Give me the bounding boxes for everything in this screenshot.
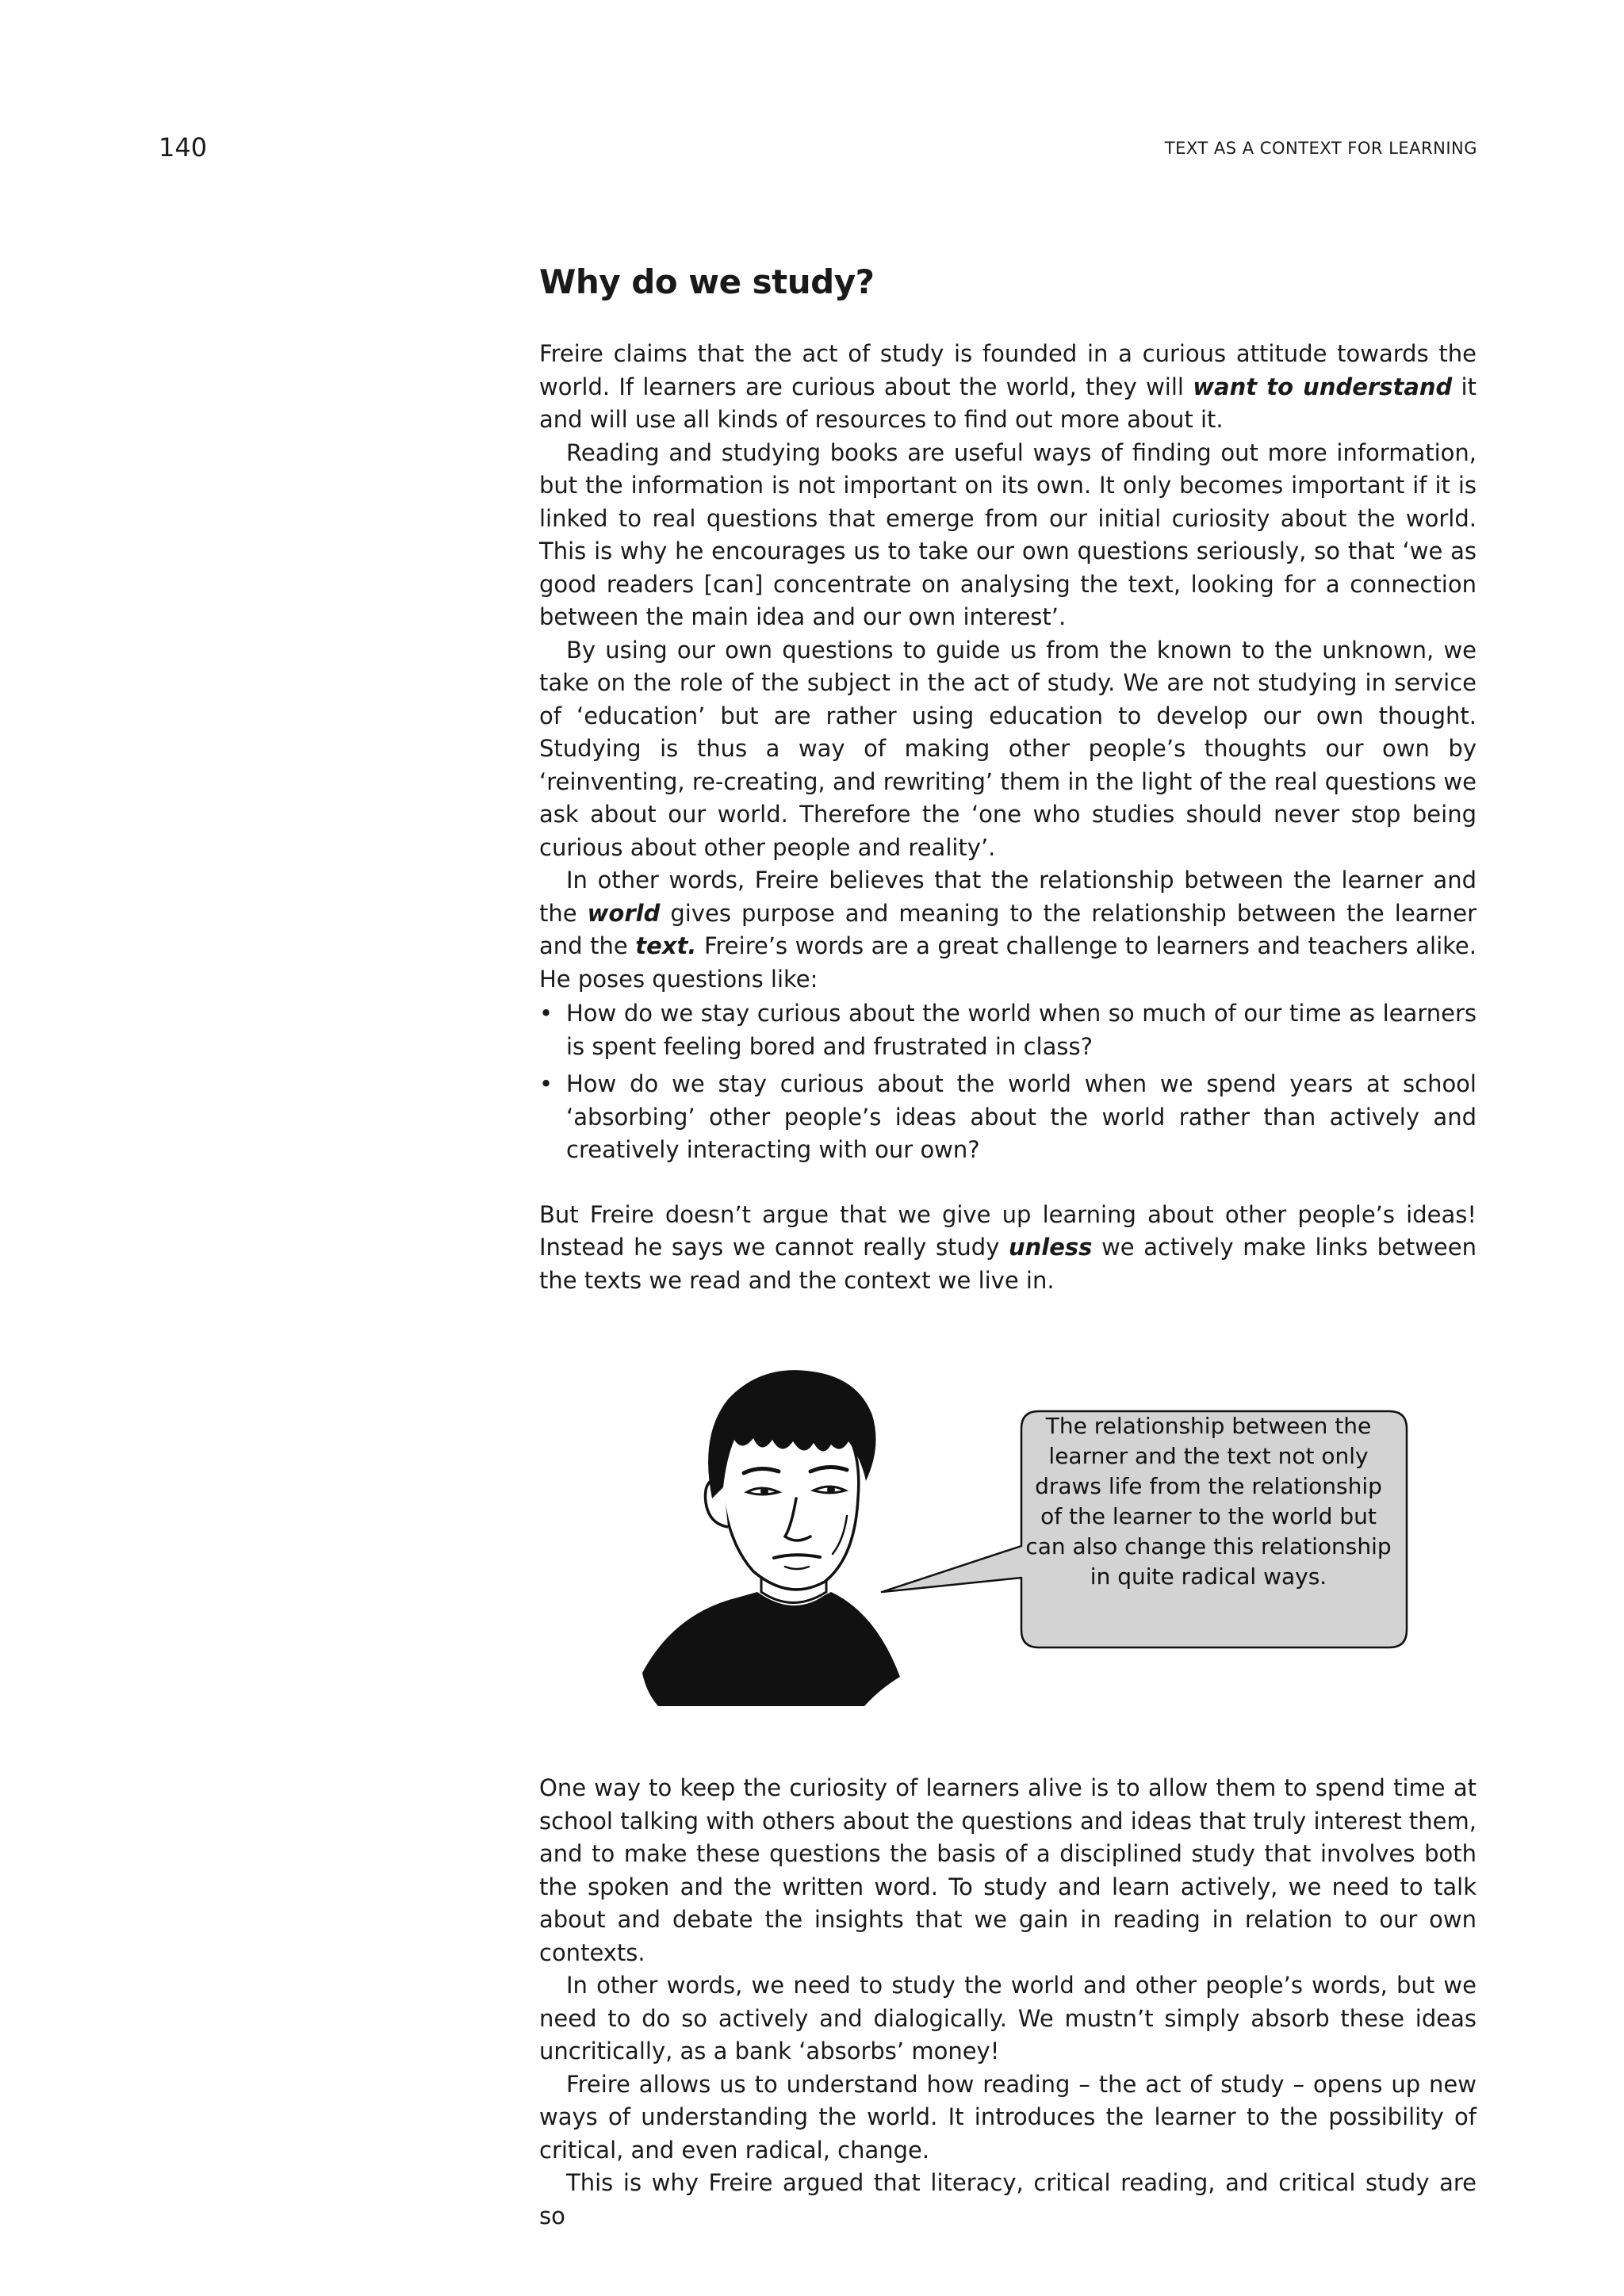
list-item xyxy=(539,1068,1477,1167)
paragraph-4-text-a: In other words, Freire believes that the relationship between the learner and the xyxy=(539,867,1477,927)
list-item-text: How do we stay curious about the world when we spend years at school ‘absorbing’ other people’s ideas about the world rather than actively and creatively interacting with our own? xyxy=(566,1070,1477,1163)
paragraph-4-text-c: Freire’s words are a great challenge to learners and teachers alike. He poses questions like: xyxy=(539,932,1477,993)
speech-bubble-text: The relationship between the learner and the text not only draws life from the relationship of the learner to the world but can also change this relationship in quite radical ways. xyxy=(1025,1413,1392,1590)
page-number: 140 xyxy=(159,132,208,163)
paragraph-4-text-b: gives purpose and meaning to the relationship between the learner and the xyxy=(539,899,1477,959)
boy-pupil-right xyxy=(827,1486,835,1494)
paragraph-6: One way to keep the curiosity of learners alive is to allow them to spend time at school talking with others about the questions and ideas that truly interest them, and to make these questions the basis of a disciplined study that involves both the spoken and the written word. To study and learn actively, we need to talk about and debate the insights that we gain in reading in relation to our own contexts. xyxy=(539,1774,1477,1966)
paragraph-5-text: But Freire doesn’t argue that we give up learning about other people’s ideas! Instead he says we cannot really study xyxy=(539,1200,1477,1261)
paragraph-5 xyxy=(539,1199,1477,1298)
paragraph-3: By using our own questions to guide us from the known to the unknown, we take on the role of the subject in the act of study. We are not studying in service of ‘education’ but are rather using education to develop our own thought. Studying is thus a way of making other people’s thoughts our own by ‘reinventing, re-creating, and rewriting’ them in the light of the real questions we ask about our world. Therefore the ‘one who studies should never stop being curious about other people and reality’. xyxy=(539,636,1477,861)
paragraph-7: In other words, we need to study the world and other people’s words, but we need to do so actively and dialogically. We mustn’t simply absorb these ideas uncritically, as a bank ‘absorbs’ money! xyxy=(539,1972,1477,2064)
paragraph-1 xyxy=(539,338,1477,437)
section-title: Why do we study? xyxy=(539,262,875,301)
paragraph-4-emphasis-text: text. xyxy=(635,932,697,959)
paragraph-4-emphasis-world: world xyxy=(587,899,661,927)
list-item-text: How do we stay curious about the world when so much of our time as learners is spent feeling bored and frustrated in class? xyxy=(566,1000,1477,1060)
paragraph-5-emphasis: unless xyxy=(1009,1234,1093,1261)
text-column-top xyxy=(539,262,1477,1297)
paragraph-1-text: Freire claims that the act of study is founded in a curious attitude towards the world. If learners are curious about the world, they will xyxy=(539,340,1477,400)
question-list xyxy=(539,997,1477,1167)
boy-pupil-left xyxy=(760,1487,768,1495)
bullet-marker: • xyxy=(539,1000,553,1027)
paragraph-9: This is why Freire argued that literacy, critical reading, and critical study are so xyxy=(539,2169,1477,2229)
paragraph-4 xyxy=(539,864,1477,996)
boy-shirt xyxy=(642,1592,900,1706)
paragraph-1-emphasis: want to understand xyxy=(1193,373,1453,400)
paragraph-8: Freire allows us to understand how reading – the act of study – opens up new ways of understanding the world. It introduces the learner to the possibility of critical, and even radical, change. xyxy=(539,2070,1477,2164)
paragraph-2: Reading and studying books are useful ways of finding out more information, but the information is not important on its own. It only becomes important if it is linked to real questions that emerge from our initial curiosity about the world. This is why he encourages us to take our own questions seriously, so that ‘we as good readers [can] concentrate on analysing the text, looking for a connection between the main idea and our own interest’. xyxy=(539,438,1477,630)
text-column-bottom xyxy=(539,1772,1477,2233)
bullet-marker: • xyxy=(539,1070,553,1097)
paragraph-5-text-end: we actively make links between the texts we read and the context we live in. xyxy=(539,1234,1477,1294)
running-head: TEXT AS A CONTEXT FOR LEARNING xyxy=(1164,139,1477,158)
paragraph-1-text-end: it and will use all kinds of resources to find out more about it. xyxy=(539,373,1477,433)
list-item xyxy=(539,997,1477,1063)
boy-face xyxy=(722,1435,859,1590)
